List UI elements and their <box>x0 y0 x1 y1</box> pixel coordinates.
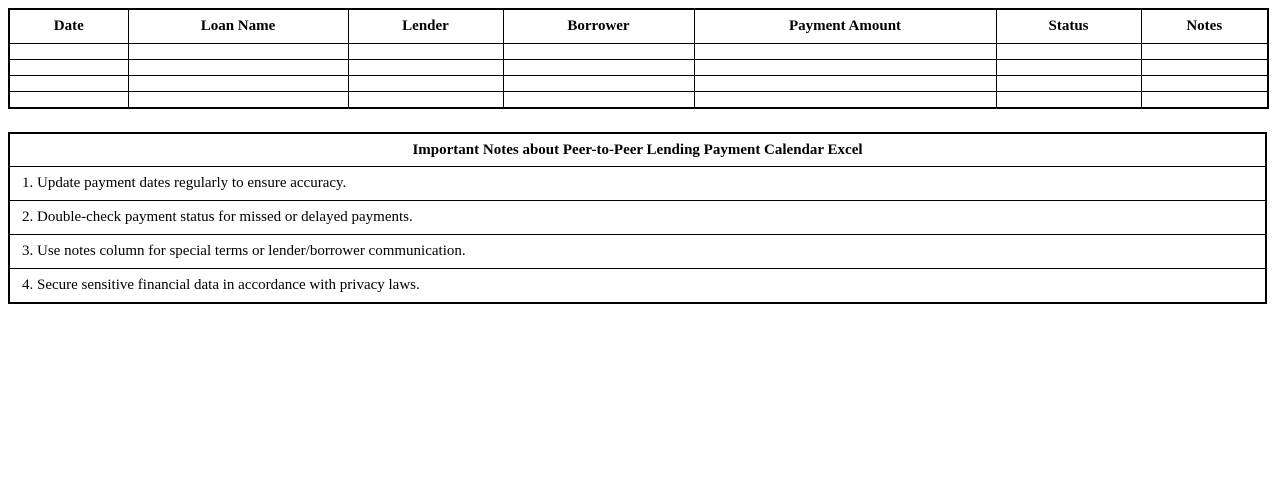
column-header-loan-name: Loan Name <box>128 9 348 44</box>
note-row <box>9 235 1266 269</box>
empty-cell <box>9 76 128 92</box>
empty-cell <box>694 44 996 60</box>
table-row <box>9 76 1268 92</box>
empty-cell <box>503 44 694 60</box>
empty-cell <box>694 60 996 76</box>
empty-cell <box>503 92 694 109</box>
table-row <box>9 44 1268 60</box>
table-row <box>9 60 1268 76</box>
empty-cell <box>9 44 128 60</box>
column-header-lender: Lender <box>348 9 503 44</box>
empty-cell <box>128 92 348 109</box>
notes-title: Important Notes about Peer-to-Peer Lending Payment Calendar Excel <box>9 133 1266 167</box>
empty-cell <box>694 92 996 109</box>
empty-cell <box>9 60 128 76</box>
note-row <box>9 167 1266 201</box>
column-header-date: Date <box>9 9 128 44</box>
empty-cell <box>1141 44 1268 60</box>
empty-cell <box>996 44 1141 60</box>
important-notes-table <box>8 132 1267 304</box>
note-row <box>9 269 1266 304</box>
payment-table-header-row <box>9 9 1268 44</box>
empty-cell <box>996 60 1141 76</box>
empty-cell <box>348 60 503 76</box>
empty-cell <box>996 76 1141 92</box>
payment-calendar-table <box>8 8 1269 109</box>
column-header-status: Status <box>996 9 1141 44</box>
empty-cell <box>1141 92 1268 109</box>
note-row <box>9 201 1266 235</box>
column-header-borrower: Borrower <box>503 9 694 44</box>
empty-cell <box>694 76 996 92</box>
note-item: 3. Use notes column for special terms or lender/borrower communication. <box>9 235 1266 269</box>
column-header-payment-amount: Payment Amount <box>694 9 996 44</box>
empty-cell <box>348 92 503 109</box>
empty-cell <box>503 60 694 76</box>
empty-cell <box>9 92 128 109</box>
note-item: 2. Double-check payment status for missed or delayed payments. <box>9 201 1266 235</box>
note-item: 4. Secure sensitive financial data in accordance with privacy laws. <box>9 269 1266 304</box>
empty-cell <box>996 92 1141 109</box>
empty-cell <box>128 76 348 92</box>
empty-cell <box>503 76 694 92</box>
empty-cell <box>128 60 348 76</box>
empty-cell <box>1141 60 1268 76</box>
notes-title-row <box>9 133 1266 167</box>
empty-cell <box>348 44 503 60</box>
empty-cell <box>1141 76 1268 92</box>
empty-cell <box>128 44 348 60</box>
table-row <box>9 92 1268 109</box>
note-item: 1. Update payment dates regularly to ensure accuracy. <box>9 167 1266 201</box>
column-header-notes: Notes <box>1141 9 1268 44</box>
empty-cell <box>348 76 503 92</box>
